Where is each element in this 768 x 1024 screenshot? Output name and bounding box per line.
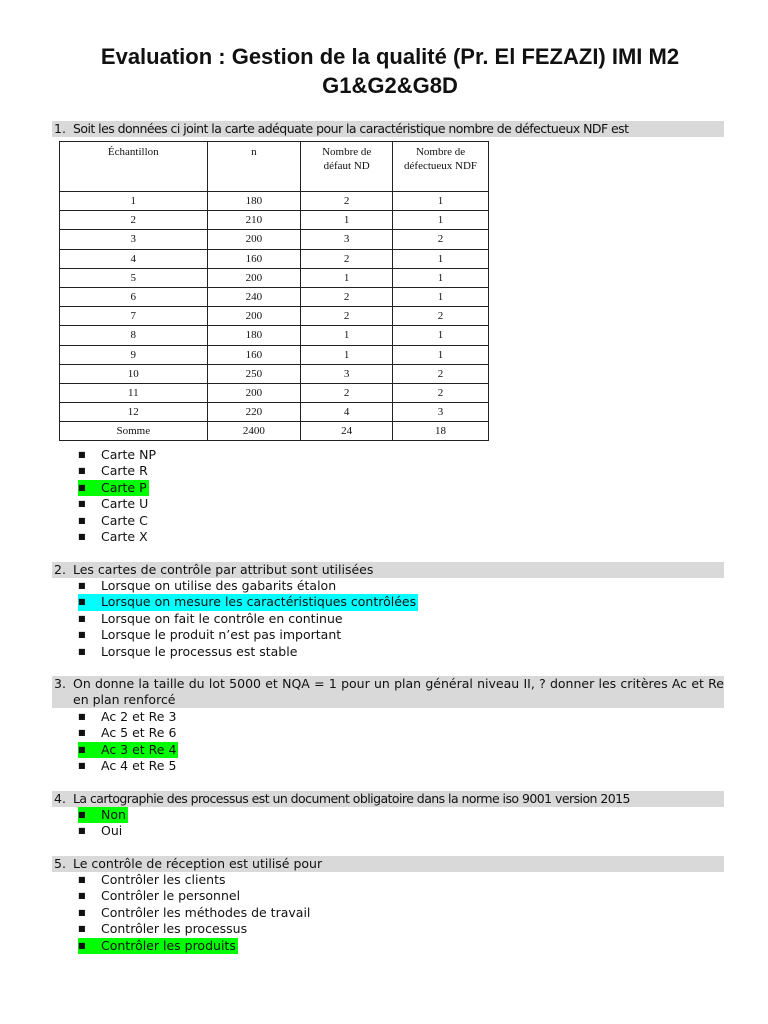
answer-option-label: Carte C: [101, 512, 148, 528]
answer-option-label: Lorsque le produit n’est pas important: [101, 627, 342, 643]
data-table: [59, 141, 489, 441]
square-bullet-icon: ■: [78, 761, 86, 771]
table-cell: 220: [207, 403, 301, 422]
answer-option-content: [78, 627, 343, 643]
answer-option-content: [78, 594, 418, 610]
table-row: [60, 364, 489, 383]
answer-option-content: [78, 709, 178, 725]
table-cell: 2: [301, 307, 393, 326]
answer-option: [78, 463, 158, 479]
square-bullet-icon: ■: [78, 810, 86, 819]
answer-option-content: [78, 611, 345, 627]
answer-option-label: Oui: [101, 823, 123, 839]
answer-option: [78, 709, 178, 725]
square-bullet-icon: ■: [78, 450, 86, 459]
answer-option: [78, 447, 158, 463]
question-3: [52, 676, 724, 708]
square-bullet-icon: ■: [78, 466, 86, 476]
answer-option-label: Lorsque on mesure les caractéristiques contrôlées: [101, 594, 417, 610]
answer-option-content: [78, 725, 178, 741]
table-cell: 1: [393, 249, 489, 268]
question-1: [52, 121, 724, 137]
answer-option-content: [78, 480, 149, 496]
answer-option-label: Lorsque le processus est stable: [101, 643, 298, 659]
answer-option-label: Carte P: [101, 479, 147, 495]
table-cell: 11: [60, 383, 208, 402]
answer-option-content: [78, 872, 227, 888]
options-list-5: [78, 872, 312, 954]
table-row: [60, 383, 489, 402]
question-text: On donne la taille du lot 5000 et NQA = 1 pour un plan général niveau II, ? donner les critères Ac et Re en plan renforcé: [73, 676, 724, 707]
table-header-cell: Nombre de défaut ND: [301, 142, 393, 192]
table-cell: 8: [60, 326, 208, 345]
table-cell: 2: [393, 230, 489, 249]
answer-option: [78, 888, 312, 904]
table-cell: Somme: [60, 422, 208, 441]
answer-option-content: [78, 578, 338, 594]
square-bullet-icon: ■: [78, 875, 86, 884]
table-cell: 1: [393, 326, 489, 345]
table-cell: 2: [301, 383, 393, 402]
table-cell: 200: [207, 230, 301, 249]
answer-option-content: [78, 938, 238, 954]
table-cell: 3: [301, 364, 393, 383]
answer-option-label: Lorsque on fait le contrôle en continue: [101, 610, 343, 626]
square-bullet-icon: ■: [78, 924, 86, 934]
table-cell: 160: [207, 249, 301, 268]
question-text: Soit les données ci joint la carte adéquate pour la caractéristique nombre de défectueux NDF est: [73, 121, 629, 136]
table-cell: 210: [207, 211, 301, 230]
answer-option-content: [78, 742, 178, 758]
question-number: 5.: [54, 856, 66, 871]
table-cell: 4: [60, 249, 208, 268]
table-cell: 2: [301, 192, 393, 211]
answer-option-label: Ac 2 et Re 3: [101, 709, 177, 724]
answer-option: [78, 872, 312, 888]
answer-option-content: [78, 921, 249, 937]
answer-option-label: Carte X: [101, 528, 148, 544]
answer-option-label: Ac 4 et Re 5: [101, 758, 177, 774]
table-cell: 200: [207, 307, 301, 326]
options-list-4: [78, 807, 128, 840]
table-row: [60, 287, 489, 306]
table-cell: 180: [207, 326, 301, 345]
answer-option-content: [78, 823, 124, 839]
square-bullet-icon: ■: [78, 613, 86, 623]
table-cell: 10: [60, 364, 208, 383]
answer-option-content: [78, 447, 158, 463]
square-bullet-icon: ■: [78, 515, 86, 525]
table-cell: 1: [301, 211, 393, 230]
answer-option: [78, 594, 418, 610]
table-row: [60, 307, 489, 326]
table-cell: 3: [393, 403, 489, 422]
table-cell: 200: [207, 268, 301, 287]
answer-option: [78, 758, 178, 774]
square-bullet-icon: ■: [78, 940, 86, 950]
answer-option: [78, 513, 158, 529]
answer-option: [78, 480, 158, 496]
answer-option: [78, 823, 128, 839]
question-text: La cartographie des processus est un document obligatoire dans la norme iso 9001 version 2015: [73, 791, 630, 806]
table-cell: 1: [393, 211, 489, 230]
square-bullet-icon: ■: [78, 891, 86, 901]
answer-option: [78, 921, 312, 937]
answer-option-content: [78, 888, 242, 904]
answer-option-label: Contrôler le personnel: [101, 888, 241, 904]
answer-option-content: [78, 807, 128, 823]
table-row: [60, 192, 489, 211]
answer-option-label: Contrôler les processus: [101, 921, 248, 937]
table-cell: 1: [393, 345, 489, 364]
answer-option-label: Ac 5 et Re 6: [101, 725, 177, 741]
table-row: [60, 345, 489, 364]
answer-option-label: Contrôler les produits: [101, 937, 236, 953]
square-bullet-icon: ■: [78, 712, 86, 721]
answer-option: [78, 529, 158, 545]
table-header-row: [60, 142, 489, 192]
answer-option-label: Ac 3 et Re 4: [101, 741, 177, 757]
table-cell: 2: [60, 211, 208, 230]
answer-option-content: [78, 513, 150, 529]
answer-option-label: Contrôler les clients: [101, 872, 226, 887]
answer-option: [78, 905, 312, 921]
document-title: Evaluation : Gestion de la qualité (Pr. El FEZAZI) IMI M2 G1&G2&G8D: [100, 44, 680, 98]
answer-option: [78, 578, 418, 594]
answer-option-content: [78, 644, 299, 660]
square-bullet-icon: ■: [78, 728, 86, 738]
table-cell: 200: [207, 383, 301, 402]
square-bullet-icon: ■: [78, 907, 86, 917]
table-cell: 2: [393, 364, 489, 383]
table-cell: 2: [393, 307, 489, 326]
table-body: [60, 192, 489, 441]
square-bullet-icon: ■: [78, 531, 86, 541]
answer-option-content: [78, 758, 178, 774]
answer-option-content: [78, 496, 150, 512]
answer-option: [78, 496, 158, 512]
table-header-cell: Échantillon: [60, 142, 208, 192]
table-row: [60, 403, 489, 422]
table-cell: 7: [60, 307, 208, 326]
answer-option-content: [78, 529, 150, 545]
question-number: 1.: [54, 121, 66, 136]
answer-option: [78, 807, 128, 823]
table-cell: 24: [301, 422, 393, 441]
table-row: [60, 249, 489, 268]
question-4: [52, 791, 724, 807]
question-number: 4.: [54, 791, 66, 806]
answer-option: [78, 725, 178, 741]
question-2: [52, 562, 724, 578]
table-row: [60, 211, 489, 230]
table-cell: 1: [301, 345, 393, 364]
square-bullet-icon: ■: [78, 744, 86, 754]
square-bullet-icon: ■: [78, 630, 86, 640]
square-bullet-icon: ■: [78, 581, 86, 590]
question-text: Les cartes de contrôle par attribut sont utilisées: [73, 562, 374, 577]
table-header-cell: n: [207, 142, 301, 192]
answer-option-label: Carte NP: [101, 447, 156, 462]
table-cell: 2: [301, 287, 393, 306]
question-number: 3.: [54, 676, 66, 691]
square-bullet-icon: ■: [78, 826, 86, 836]
question-text: Le contrôle de réception est utilisé pour: [73, 856, 323, 871]
square-bullet-icon: ■: [78, 646, 86, 656]
square-bullet-icon: ■: [78, 482, 86, 492]
answer-option-label: Carte U: [101, 496, 149, 512]
table-cell: 9: [60, 345, 208, 364]
table-row: [60, 422, 489, 441]
table-cell: 4: [301, 403, 393, 422]
table-cell: 240: [207, 287, 301, 306]
table-cell: 2: [301, 249, 393, 268]
table-cell: 12: [60, 403, 208, 422]
table-row: [60, 326, 489, 345]
table-cell: 1: [393, 287, 489, 306]
table-cell: 180: [207, 192, 301, 211]
table-cell: 2400: [207, 422, 301, 441]
options-list-1: [78, 447, 158, 545]
answer-option-label: Lorsque on utilise des gabarits étalon: [101, 578, 337, 593]
table-cell: 6: [60, 287, 208, 306]
answer-option: [78, 742, 178, 758]
answer-option-content: [78, 463, 150, 479]
table-cell: 1: [393, 192, 489, 211]
table-row: [60, 230, 489, 249]
table-row: [60, 268, 489, 287]
answer-option: [78, 627, 418, 643]
table-header-cell: Nombre de défectueux NDF: [393, 142, 489, 192]
answer-option: [78, 938, 312, 954]
answer-option: [78, 644, 418, 660]
answer-option-label: Non: [101, 807, 126, 822]
square-bullet-icon: ■: [78, 597, 86, 607]
question-number: 2.: [54, 562, 66, 577]
answer-option-content: [78, 905, 312, 921]
options-list-3: [78, 709, 178, 775]
table-cell: 160: [207, 345, 301, 364]
table-cell: 2: [393, 383, 489, 402]
answer-option: [78, 611, 418, 627]
question-5: [52, 856, 724, 872]
options-list-2: [78, 578, 418, 660]
answer-option-label: Contrôler les méthodes de travail: [101, 904, 311, 920]
table-cell: 3: [301, 230, 393, 249]
table-cell: 1: [393, 268, 489, 287]
table-cell: 18: [393, 422, 489, 441]
table-cell: 250: [207, 364, 301, 383]
table-cell: 1: [301, 268, 393, 287]
table-cell: 1: [60, 192, 208, 211]
square-bullet-icon: ■: [78, 499, 86, 509]
answer-option-label: Carte R: [101, 463, 148, 479]
table-cell: 5: [60, 268, 208, 287]
table-cell: 3: [60, 230, 208, 249]
table-cell: 1: [301, 326, 393, 345]
